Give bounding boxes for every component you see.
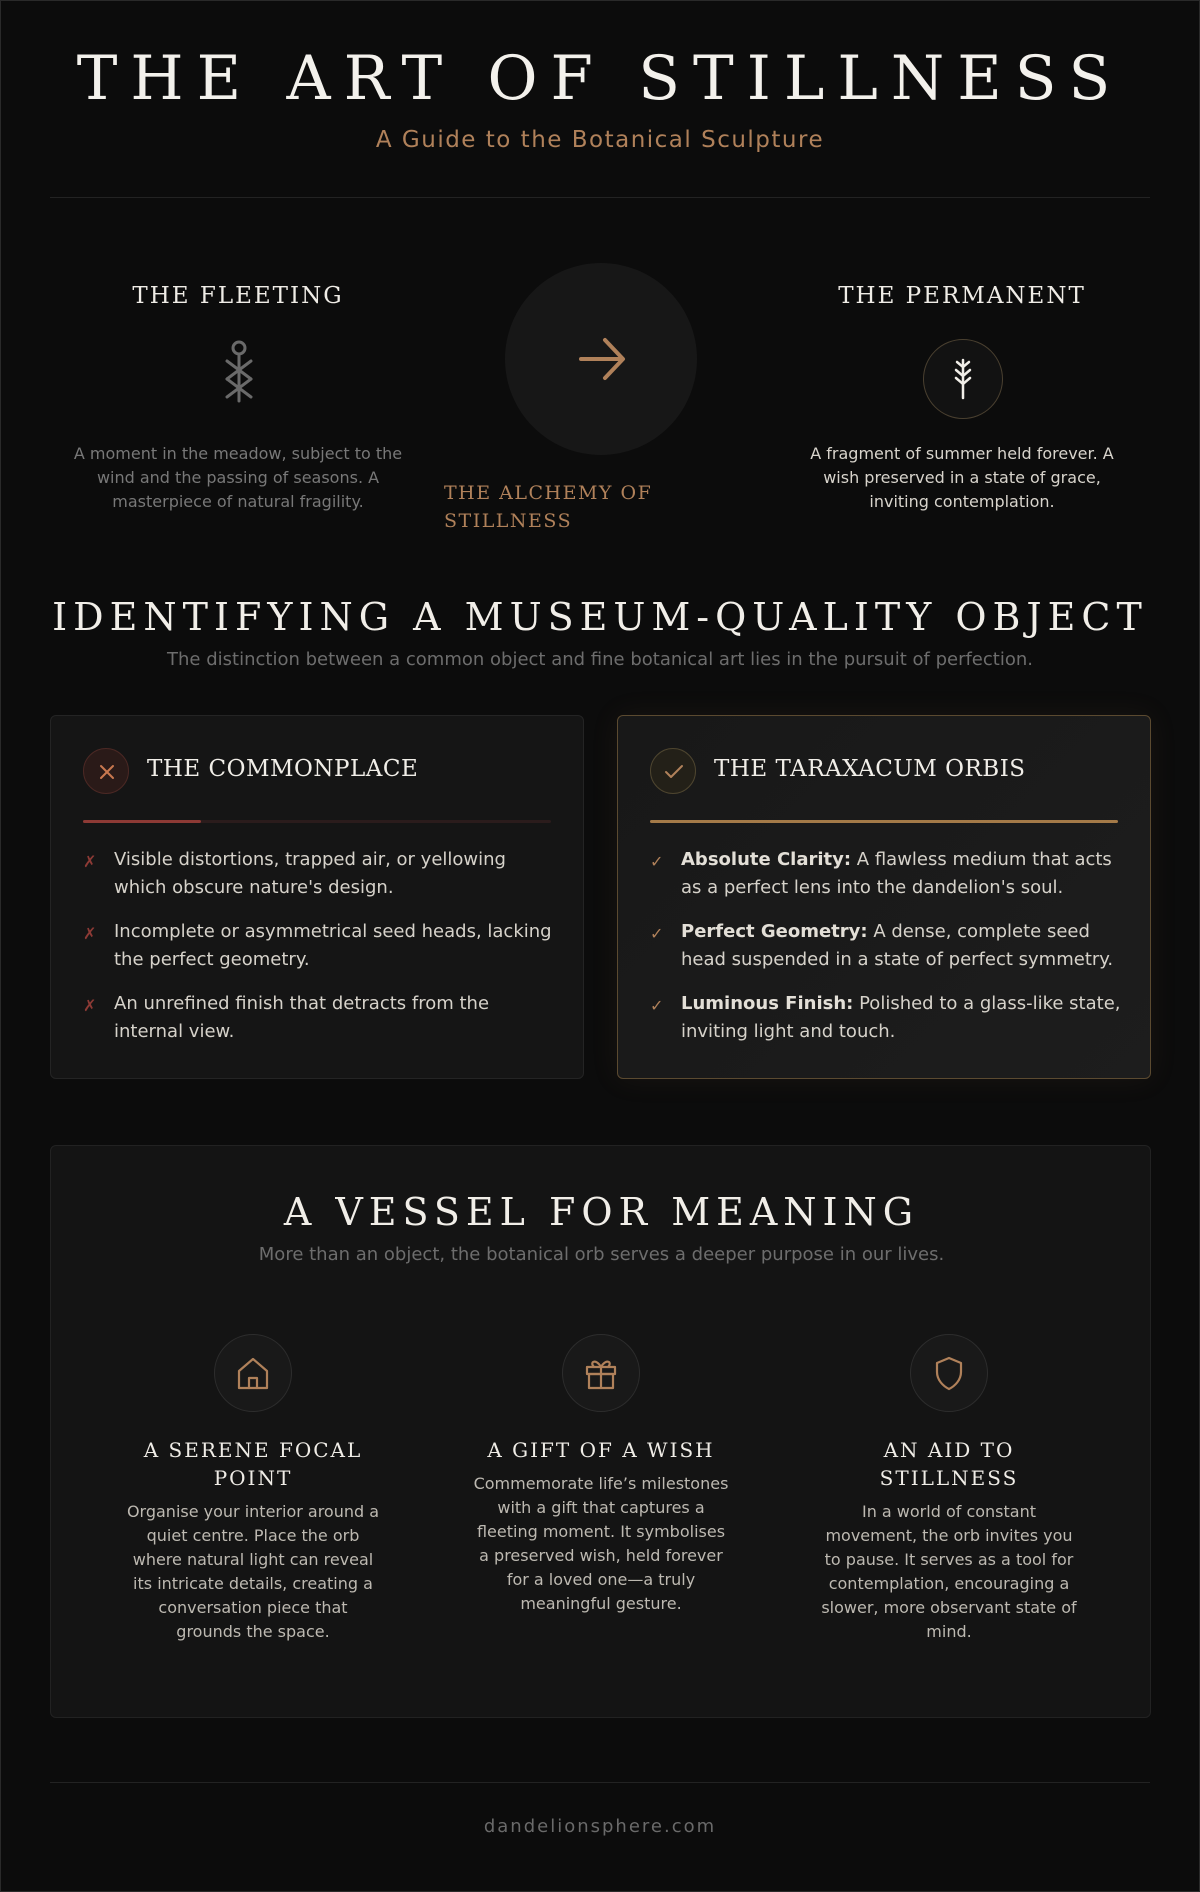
orbis-list — [650, 846, 1124, 1062]
commonplace-badge — [83, 748, 129, 794]
alchemy-label: THE ALCHEMY OF STILLNESS — [444, 482, 653, 532]
section-subtitle-vessel: More than an object, the botanical orb serves a deeper purpose in our lives. — [258, 1244, 945, 1265]
x-icon — [84, 749, 130, 795]
list-item: ✓ Absolute Clarity: A flawless medium that acts as a perfect lens into the dandelion's soul. — [650, 849, 1112, 898]
dandelion-seed-icon — [215, 339, 263, 405]
list-item: ✗ Visible distortions, trapped air, or yellowing which obscure nature's design. — [83, 849, 506, 898]
page-title: THE ART OF STILLNESS — [76, 43, 1124, 114]
permanent-text: A fragment of summer held forever. A wish preserved in a state of grace, inviting contemplation. — [810, 444, 1114, 511]
check-icon — [651, 749, 697, 795]
commonplace-divider — [83, 820, 551, 823]
sprig-icon — [924, 340, 1002, 418]
home-icon — [234, 1354, 272, 1392]
section-title-identify: IDENTIFYING A MUSEUM-QUALITY OBJECT — [52, 595, 1148, 639]
section-title-vessel: A VESSEL FOR MEANING — [283, 1190, 920, 1234]
fleeting-title: THE FLEETING — [132, 283, 344, 309]
list-item: ✗ Incomplete or asymmetrical seed heads, lacking the perfect geometry. — [83, 921, 552, 970]
cross-mark-icon: ✗ — [83, 852, 97, 871]
feature-title: A GIFT OF A WISH — [487, 1438, 715, 1462]
list-item: ✓ Perfect Geometry: A dense, complete seed head suspended in a state of perfect symmetry. — [650, 921, 1114, 970]
cross-mark-icon: ✗ — [83, 924, 97, 943]
commonplace-list — [83, 846, 557, 1062]
permanent-icon-ring — [923, 339, 1003, 419]
footer-divider — [50, 1782, 1150, 1783]
feature-title: A SERENE FOCAL POINT — [143, 1438, 363, 1490]
feature-text: Commemorate life’s milestones with a gift that captures a fleeting moment. It symbolises a preserved wish, held forever for a loved one—a truly meaningful gesture. — [473, 1474, 729, 1613]
permanent-title: THE PERMANENT — [838, 283, 1086, 309]
gift-icon — [582, 1354, 620, 1392]
commonplace-card — [50, 715, 584, 1079]
footer-site-link[interactable]: dandelionsphere.com — [483, 1816, 717, 1837]
page-subtitle: A Guide to the Botanical Sculpture — [375, 127, 825, 153]
fleeting-text: A moment in the meadow, subject to the wind and the passing of seasons. A masterpiece of natural fragility. — [73, 444, 403, 511]
list-item: ✗ An unrefined finish that detracts from the internal view. — [83, 993, 490, 1042]
feature-gift — [466, 1334, 736, 1616]
cross-mark-icon: ✗ — [83, 996, 97, 1015]
orbis-title: THE TARAXACUM ORBIS — [714, 756, 1026, 782]
list-item: ✓ Luminous Finish: Polished to a glass-like state, inviting light and touch. — [650, 993, 1121, 1042]
feature-text: In a world of constant movement, the orb invites you to pause. It serves as a tool for contemplation, encouraging a slower, more observant state of mind. — [821, 1502, 1077, 1641]
divider — [50, 197, 1150, 198]
feature-icon-ring — [562, 1334, 640, 1412]
orbis-badge — [650, 748, 696, 794]
transformation-circle — [505, 263, 697, 455]
check-mark-icon: ✓ — [650, 852, 664, 871]
feature-icon-ring — [910, 1334, 988, 1412]
feature-focal-point — [118, 1334, 388, 1644]
shield-icon — [930, 1354, 968, 1392]
orbis-divider — [650, 820, 1118, 823]
commonplace-title: THE COMMONPLACE — [147, 756, 419, 782]
feature-text: Organise your interior around a quiet centre. Place the orb where natural light can reveal its intricate details, creating a conversation piece that grounds the space. — [126, 1502, 380, 1641]
check-mark-icon: ✓ — [650, 924, 664, 943]
feature-icon-ring — [214, 1334, 292, 1412]
section-subtitle-identify: The distinction between a common object and fine botanical art lies in the pursuit of perfection. — [167, 649, 1033, 670]
orbis-card — [617, 715, 1151, 1079]
arrow-right-icon — [505, 263, 697, 455]
check-mark-icon: ✓ — [650, 996, 664, 1015]
vessel-panel — [50, 1145, 1151, 1718]
feature-stillness — [814, 1334, 1084, 1644]
feature-title: AN AID TO STILLNESS — [879, 1438, 1019, 1490]
